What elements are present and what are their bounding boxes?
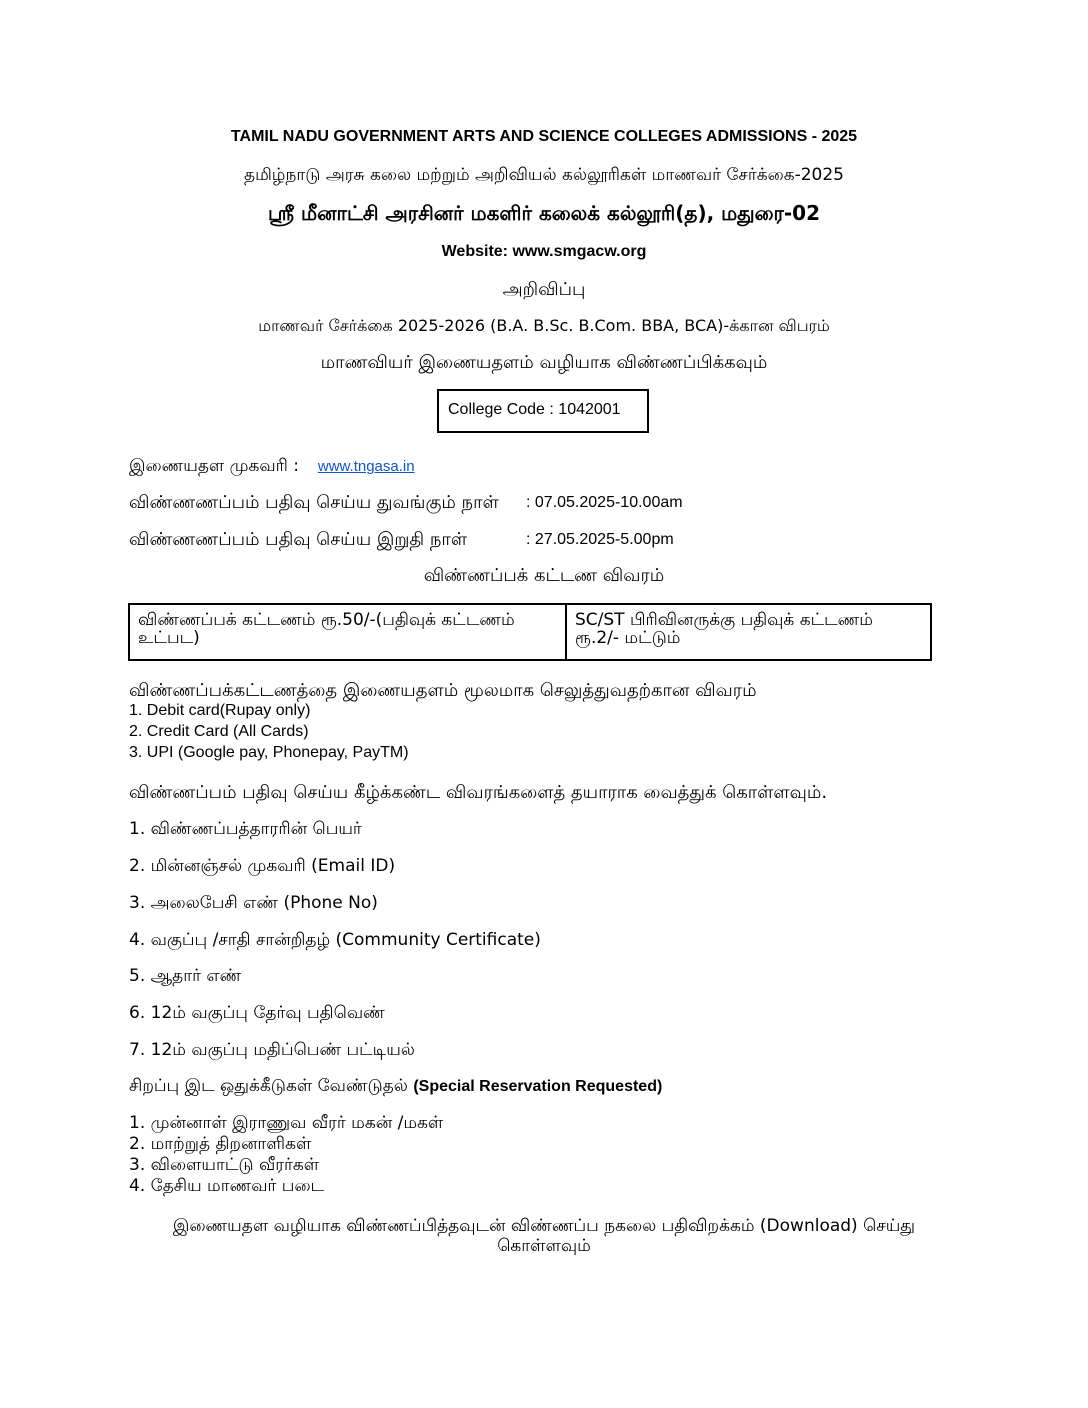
document-item: 2. மின்னஞ்சல் முகவரி (Email ID) [129,856,396,876]
college-name: ஸ்ரீ மீனாட்சி அரசினர் மகளிர் கலைக் கல்லூரி(த), மதுரை-02 [268,201,820,225]
payment-item: 3. UPI (Google pay, Phonepay, PayTM) [129,744,409,761]
notice-heading: அறிவிப்பு [502,279,586,300]
document-item: 3. அலைபேசி எண் (Phone No) [129,893,378,913]
website-row [129,456,415,478]
college-code-box [437,389,649,433]
start-date-label: விண்ணணப்பம் பதிவு செய்ய துவங்கும் நாள் [129,492,499,513]
website-label: இணையதள முகவரி : [129,456,300,476]
document-item: 5. ஆதார் எண் [129,966,242,986]
start-date-value: : 07.05.2025-10.00am [526,494,683,511]
reservation-heading [129,1076,662,1098]
footer-line-1: இணையதள வழியாக விண்ணப்பித்தவுடன் விண்ணப்ப நகலை பதிவிறக்கம் (Download) செய்து [172,1216,916,1236]
document-item: 7. 12ம் வகுப்பு மதிப்பெண் பட்டியல் [129,1040,415,1060]
payment-item: 2. Credit Card (All Cards) [129,723,309,740]
fee-general-cell: விண்ணப்பக் கட்டணம் ரூ.50/-(பதிவுக் கட்டணம் உட்பட) [130,605,567,659]
apply-online-line: மாணவியர் இணையதளம் வழியாக விண்ணப்பிக்கவும் [320,352,768,373]
college-code: College Code : 1042001 [448,401,621,418]
reservation-item: 3. விளையாட்டு வீரர்கள் [129,1155,320,1175]
reservation-heading-en: (Special Reservation Requested) [413,1078,663,1095]
admission-line: மாணவர் சேர்க்கை 2025-2026 (B.A. B.Sc. B.Com. BBA, BCA)-க்கான விபரம் [258,316,830,335]
fee-scst-cell: SC/ST பிரிவினருக்கு பதிவுக் கட்டணம் ரூ.2/- மட்டும் [575,610,873,648]
payment-item: 1. Debit card(Rupay only) [129,702,311,719]
fee-heading: விண்ணப்பக் கட்டண விவரம் [423,565,665,586]
tamil-title: தமிழ்நாடு அரசு கலை மற்றும் அறிவியல் கல்லூரிகள் மாணவர் சேர்க்கை-2025 [244,165,844,185]
reservation-item: 4. தேசிய மாணவர் படை [129,1176,325,1196]
college-website: Website: www.smgacw.org [441,243,647,260]
reservation-heading-ta: சிறப்பு இட ஒதுக்கீடுகள் வேண்டுதல் [129,1076,408,1096]
document-item: 6. 12ம் வகுப்பு தேர்வு பதிவெண் [129,1003,385,1023]
footer-line-2: கொள்ளவும் [497,1236,591,1256]
documents-heading: விண்ணப்பம் பதிவு செய்ய கீழ்க்கண்ட விவரங்களைத் தயாராக வைத்துக் கொள்ளவும். [129,782,828,803]
english-title: TAMIL NADU GOVERNMENT ARTS AND SCIENCE COLLEGES ADMISSIONS - 2025 [230,128,858,145]
end-date-label: விண்ணணப்பம் பதிவு செய்ய இறுதி நாள் [129,529,468,550]
end-date-value: : 27.05.2025-5.00pm [526,531,674,548]
reservation-item: 2. மாற்றுத் திறனாளிகள் [129,1134,312,1154]
fee-table [128,603,932,661]
document-item: 1. விண்ணப்பத்தாரரின் பெயர் [129,819,362,839]
reservation-item: 1. முன்னாள் இராணுவ வீரர் மகன் /மகள் [129,1113,444,1133]
tngasa-link[interactable]: www.tngasa.in [317,458,415,475]
payment-heading: விண்ணப்பக்கட்டணத்தை இணையதளம் மூலமாக செலுத்துவதற்கான விவரம் [129,680,757,701]
document-item: 4. வகுப்பு /சாதி சான்றிதழ் (Community Certificate) [129,930,541,950]
